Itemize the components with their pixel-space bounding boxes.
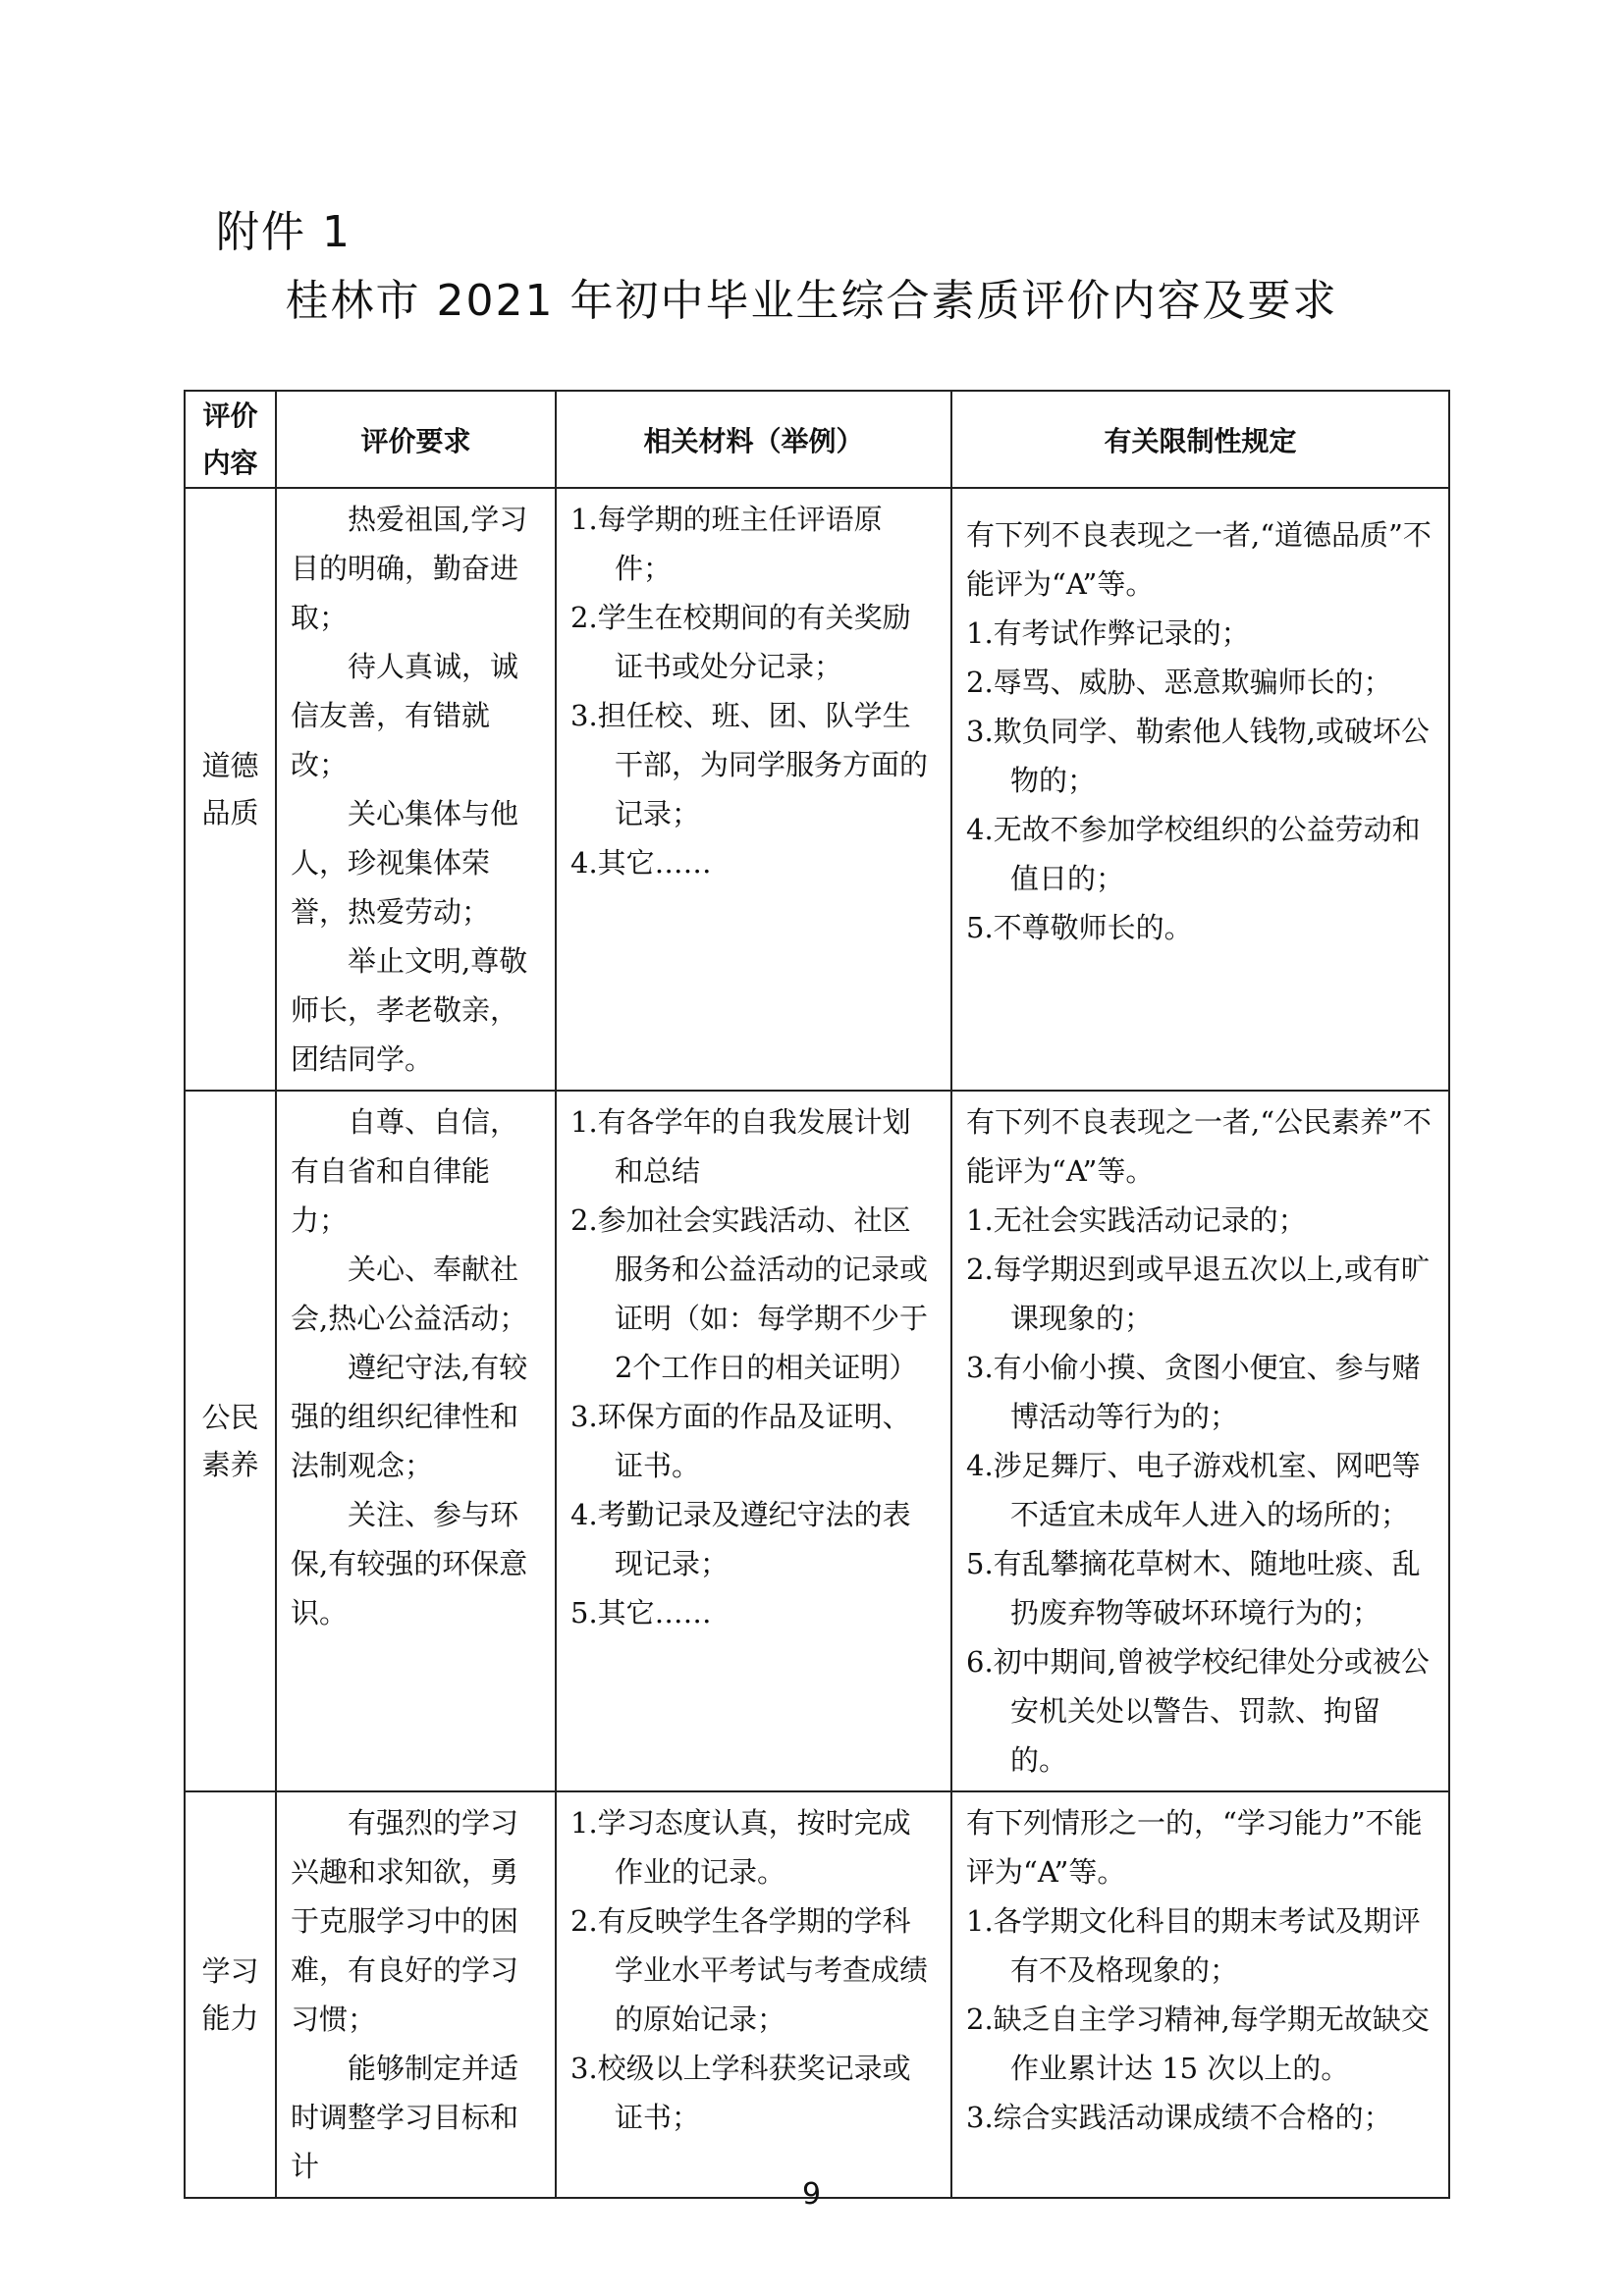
- category-line: 素养: [201, 1448, 259, 1481]
- limit-item: 3.有小偷小摸、贪图小便宜、参与赌博活动等行为的；: [966, 1351, 1421, 1433]
- limits-intro: 有下列情形之一的，“学习能力”不能评为“A”等。: [966, 1806, 1423, 1889]
- table-header-row: [185, 391, 1449, 488]
- category-line: 能力: [201, 2002, 259, 2035]
- category-line: 学习: [201, 1954, 259, 1988]
- limit-item: 4.无故不参加学校组织的公益劳动和值日的；: [966, 813, 1421, 895]
- category-cell: [185, 1791, 276, 2198]
- attachment-label: 附件 1: [216, 207, 352, 257]
- limit-item: 3.综合实践活动课成绩不合格的；: [966, 2101, 1392, 2134]
- limit-item: 2.缺乏自主学习精神,每学期无故缺交作业累计达 15 次以上的。: [966, 2002, 1430, 2085]
- table-row: [185, 1791, 1449, 2198]
- requirement-paragraph: 能够制定并适时调整学习目标和计: [291, 2052, 519, 2183]
- material-item: 2.参加社会实践活动、社区服务和公益活动的记录或证明（如：每学期不少于2个工作日的相关证明）: [570, 1203, 928, 1384]
- limit-item: 1.各学期文化科目的期末考试及期评有不及格现象的；: [966, 1904, 1421, 1987]
- requirement-paragraph: 热爱祖国,学习目的明确，勤奋进取；: [291, 503, 528, 634]
- material-item: 4.其它……: [570, 846, 712, 880]
- requirement-paragraph: 关心、奉献社会,热心公益活动；: [291, 1253, 528, 1335]
- material-item: 1.学习态度认真，按时完成作业的记录。: [570, 1806, 911, 1889]
- requirement-paragraph: 待人真诚，诚信友善，有错就改；: [291, 650, 519, 781]
- requirement-paragraph: 遵纪守法,有较强的组织纪律性和法制观念；: [291, 1351, 528, 1482]
- limits-intro: 有下列不良表现之一者,“道德品质”不能评为“A”等。: [966, 518, 1432, 601]
- requirement-paragraph: 关心集体与他人，珍视集体荣誉，热爱劳动；: [291, 797, 519, 929]
- material-item: 2.有反映学生各学期的学科学业水平考试与考查成绩的原始记录；: [570, 1904, 928, 2036]
- limits-cell: [951, 1091, 1449, 1791]
- material-item: 1.每学期的班主任评语原件；: [570, 503, 883, 585]
- document-title: 桂林市 2021 年初中毕业生综合素质评价内容及要求: [285, 276, 1338, 326]
- category-line: 公民: [201, 1401, 259, 1434]
- header-requirements: 评价要求: [276, 391, 556, 488]
- material-item: 3.校级以上学科获奖记录或证书；: [570, 2052, 911, 2134]
- materials-cell: [556, 488, 951, 1091]
- requirements-cell: [276, 1091, 556, 1791]
- limit-item: 1.有考试作弊记录的；: [966, 616, 1250, 650]
- header-limits: 有关限制性规定: [951, 391, 1449, 488]
- limits-cell: [951, 488, 1449, 1091]
- materials-cell: [556, 1091, 951, 1791]
- material-item: 1.有各学年的自我发展计划和总结: [570, 1105, 911, 1188]
- limit-item: 5.不尊敬师长的。: [966, 911, 1193, 944]
- material-item: 2.学生在校期间的有关奖励证书或处分记录；: [570, 601, 911, 683]
- category-cell: [185, 488, 276, 1091]
- material-item: 3.环保方面的作品及证明、证书。: [570, 1400, 911, 1482]
- limit-item: 4.涉足舞厅、电子游戏机室、网吧等不适宜未成年人进入的场所的；: [966, 1449, 1421, 1531]
- page-number: 9: [801, 2177, 822, 2212]
- header-category-line: 评价: [202, 399, 258, 432]
- material-item: 3.担任校、班、团、队学生干部，为同学服务方面的记录；: [570, 699, 928, 830]
- requirement-paragraph: 关注、参与环保,有较强的环保意识。: [291, 1498, 528, 1629]
- header-materials: 相关材料（举例）: [556, 391, 951, 488]
- limit-item: 2.辱骂、威胁、恶意欺骗师长的；: [966, 666, 1392, 699]
- header-category-line: 内容: [202, 446, 258, 479]
- requirement-paragraph: 举止文明,尊敬师长，孝老敬亲，团结同学。: [291, 944, 528, 1076]
- requirement-paragraph: 有强烈的学习兴趣和求知欲，勇于克服学习中的困难，有良好的学习习惯；: [291, 1806, 519, 2036]
- requirement-paragraph: 自尊、自信，有自省和自律能力；: [291, 1105, 519, 1237]
- limit-item: 1.无社会实践活动记录的；: [966, 1203, 1307, 1237]
- requirements-cell: [276, 1791, 556, 2198]
- limit-item: 5.有乱攀摘花草树木、随地吐痰、乱扔废弃物等破坏环境行为的；: [966, 1547, 1421, 1629]
- limits-intro: 有下列不良表现之一者,“公民素养”不能评为“A”等。: [966, 1105, 1432, 1188]
- header-category: [185, 391, 276, 488]
- material-item: 4.考勤记录及遵纪守法的表现记录；: [570, 1498, 911, 1580]
- evaluation-table: [184, 390, 1450, 2199]
- table-row: [185, 1091, 1449, 1791]
- category-cell: [185, 1091, 276, 1791]
- category-line: 道德: [201, 749, 259, 782]
- limits-cell: [951, 1791, 1449, 2198]
- material-item: 5.其它……: [570, 1596, 712, 1629]
- materials-cell: [556, 1791, 951, 2198]
- category-line: 品质: [201, 796, 259, 829]
- requirements-cell: [276, 488, 556, 1091]
- limit-item: 6.初中期间,曾被学校纪律处分或被公安机关处以警告、罚款、拘留的。: [966, 1645, 1430, 1777]
- limit-item: 2.每学期迟到或早退五次以上,或有旷课现象的；: [966, 1253, 1430, 1335]
- limit-item: 3.欺负同学、勒索他人钱物,或破坏公物的；: [966, 715, 1430, 797]
- table-row: [185, 488, 1449, 1091]
